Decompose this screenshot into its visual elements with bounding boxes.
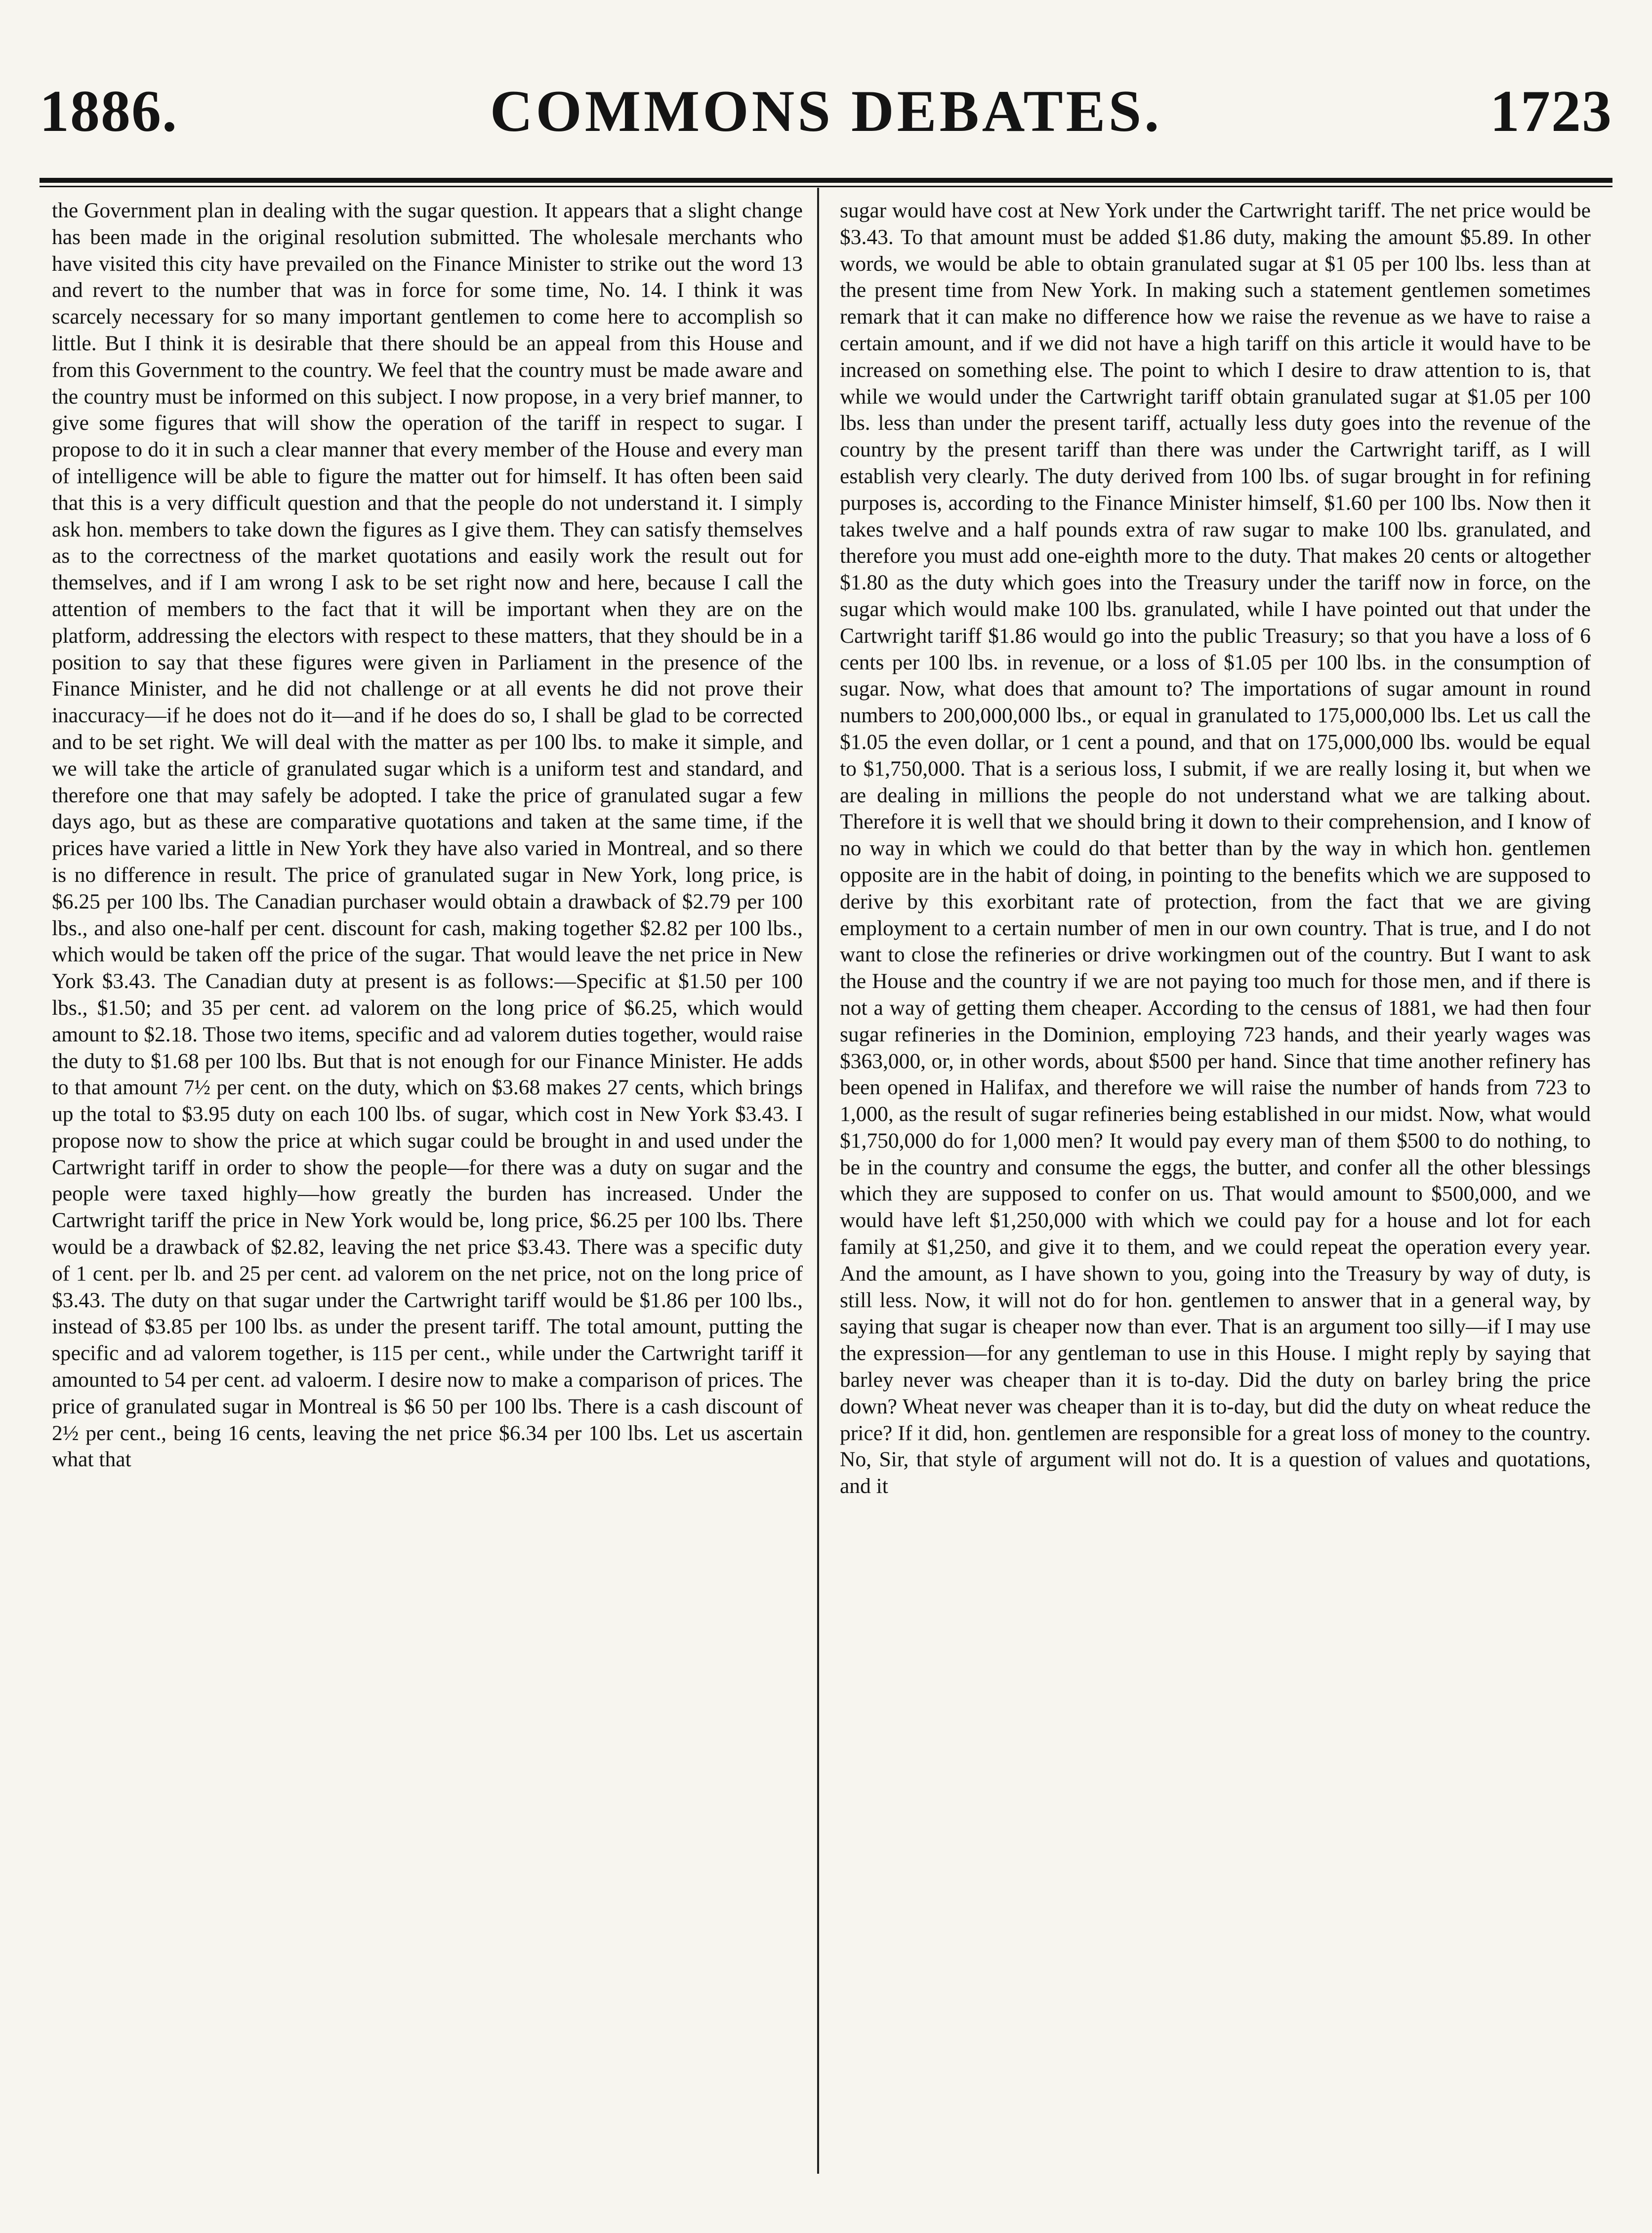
running-header [40,74,1612,173]
header-rule-thin [40,186,1612,187]
right-column-text: sugar would have cost at New York under the Cartwright tariff. The net price would be $3.43. To that amount must be added $1.86 duty, making the amount $5.89. In other words, we would be able to obtain granulated sugar at $1 05 per 100 lbs. less than at the present time from New York. In making such a statement gentlemen sometimes remark that it can make no difference how we raise the revenue as we have to raise a certain amount, and if we did not have a high tariff on this article it would have to be increased on something else. The point to which I desire to draw attention to is, that while we would under the Cartwright tariff obtain granulated sugar at $1.05 per 100 lbs. less than under the present tariff, actually less duty goes into the revenue of the country by the present tariff than there was under the Cartwright tariff, as I will establish very clearly. The duty derived from 100 lbs. of sugar brought in for refining purposes is, according to the Finance Minister himself, $1.60 per 100 lbs. Now then it takes twelve and a half pounds extra of raw sugar to make 100 lbs. granulated, and therefore you must add one-eighth more to the duty. That makes 20 cents or altogether $1.80 as the duty which goes into the Treasury under the tariff now in force, on the sugar which would make 100 lbs. granulated, while I have pointed out that under the Cartwright tariff $1.86 would go into the public Treasury; so that you have a loss of 6 cents per 100 lbs. in revenue, or a loss of $1.05 per 100 lbs. in the consumption of sugar. Now, what does that amount to? The importations of sugar amount in round numbers to 200,000,000 lbs., or equal in granulated to 175,000,000 lbs. Let us call the $1.05 the even dollar, or 1 cent a pound, and that on 175,000,000 lbs. would be equal to $1,750,000. That is a serious loss, I submit, if we are really losing it, but when we are dealing in millions the people do not understand what we are talking about. Therefore it is well that we should bring it down to their comprehension, and I know of no way in which we could do that better than by the way in which hon. gentlemen opposite are in the habit of doing, in pointing to the benefits which we are supposed to derive by this exorbitant rate of protection, from the fact that we are giving employment to a certain number of men in our own country. That is true, and I do not want to close the refineries or drive workingmen out of the country. But I want to ask the House and the country if we are not paying too much for those men, and if there is not a way of getting them cheaper. According to the census of 1881, we had then four sugar refineries in the Dominion, employing 723 hands, and their yearly wages was $363,000, or, in other words, about $500 per hand. Since that time another refinery has been opened in Halifax, and therefore we will raise the number of hands from 723 to 1,000, as the result of sugar refineries being established in our midst. Now, what would $1,750,000 do for 1,000 men? It would pay every man of them $500 to do nothing, to be in the country and consume the eggs, the butter, and confer all the other blessings which they are supposed to confer on us. That would amount to $500,000, and we would have left $1,250,000 with which we could pay for a house and lot for each family at $1,250, and give it to them, and we could repeat the operation every year. And the amount, as I have shown to you, going into the Treasury by way of duty, is still less. Now, it will not do for hon. gentlemen to answer that in a general way, by saying that sugar is cheaper now than ever. That is an argument too silly—if I may use the expression—for any gentleman to use in this House. I might reply by saying that barley never was cheaper than it is to-day. Did the duty on barley bring the price down? Wheat never was cheaper than it is to-day, but did the duty on wheat reduce the price? If it did, hon. gentlemen are responsible for a great loss of money to the country. No, Sir, that style of argument will not do. It is a question of values and quotations, and it [840,199,1591,1498]
left-column-text: the Government plan in dealing with the sugar question. It appears that a slight change has been made in the original resolution submitted. The wholesale merchants who have visited this city have prevailed on the Finance Minister to strike out the word 13 and revert to the number that was in force for some time, No. 14. I think it was scarcely necessary for so many important gentlemen to come here to accomplish so little. But I think it is desirable that there should be an appeal from this House and from this Government to the country. We feel that the country must be made aware and the country must be informed on this subject. I now propose, in a very brief manner, to give some figures that will show the operation of the tariff in respect to sugar. I propose to do it in such a clear manner that every member of the House and every man of intelligence will be able to figure the matter out for himself. It has often been said that this is a very difficult question and that the people do not understand it. I simply ask hon. members to take down the figures as I give them. They can satisfy themselves as to the correctness of the market quotations and easily work the result out for themselves, and if I am wrong I ask to be set right now and here, because I call the attention of members to the fact that it will be important when they are on the platform, addressing the electors with respect to these matters, that they should be in a position to say that these figures were given in Parliament in the presence of the Finance Minister, and he did not challenge or at all events he did not prove their inaccuracy—if he does not do it—and if he does do so, I shall be glad to be corrected and to be set right. We will deal with the matter as per 100 lbs. to make it simple, and we will take the article of granulated sugar which is a uniform test and standard, and therefore one that may safely be adopted. I take the price of granulated sugar a few days ago, but as these are comparative quotations and taken at the same time, if the prices have varied a little in New York they have also varied in Montreal, and so there is no difference in result. The price of granulated sugar in New York, long price, is $6.25 per 100 lbs. The Canadian purchaser would obtain a drawback of $2.79 per 100 lbs., and also one-half per cent. discount for cash, making together $2.82 per 100 lbs., which would be taken off the price of the sugar. That would leave the net price in New York $3.43. The Canadian duty at present is as follows:—Specific at $1.50 per 100 lbs., $1.50; and 35 per cent. ad valorem on the long price of $6.25, which would amount to $2.18. Those two items, specific and ad valorem duties together, would raise the duty to $1.68 per 100 lbs. But that is not enough for our Finance Minister. He adds to that amount 7½ per cent. on the duty, which on $3.68 makes 27 cents, which brings up the total to $3.95 duty on each 100 lbs. of sugar, which cost in New York $3.43. I propose now to show the price at which sugar could be brought in and used under the Cartwright tariff in order to show the people—for there was a duty on sugar and the people were taxed highly—how greatly the burden has increased. Under the Cartwright tariff the price in New York would be, long price, $6.25 per 100 lbs. There would be a drawback of $2.82, leaving the net price $3.43. There was a specific duty of 1 cent. per lb. and 25 per cent. ad valorem on the net price, not on the long price of $3.43. The duty on that sugar under the Cartwright tariff would be $1.86 per 100 lbs., instead of $3.85 per 100 lbs. as under the present tariff. The total amount, putting the specific and ad valorem together, is 115 per cent., while under the Cartwright tariff it amounted to 54 per cent. ad valoerm. I desire now to make a comparison of prices. The price of granulated sugar in Montreal is $6 50 per 100 lbs. There is a cash discount of 2½ per cent., being 16 cents, leaving the net price $6.34 per 100 lbs. Let us ascertain what that [52,199,803,1472]
page-number: 1723 [1490,78,1612,144]
column-divider [817,188,819,2174]
right-column [840,198,1591,2164]
journal-title: COMMONS DEBATES. [490,78,1162,144]
left-column [52,198,803,2164]
header-year: 1886. [40,78,178,144]
header-rule-thick [40,178,1612,183]
